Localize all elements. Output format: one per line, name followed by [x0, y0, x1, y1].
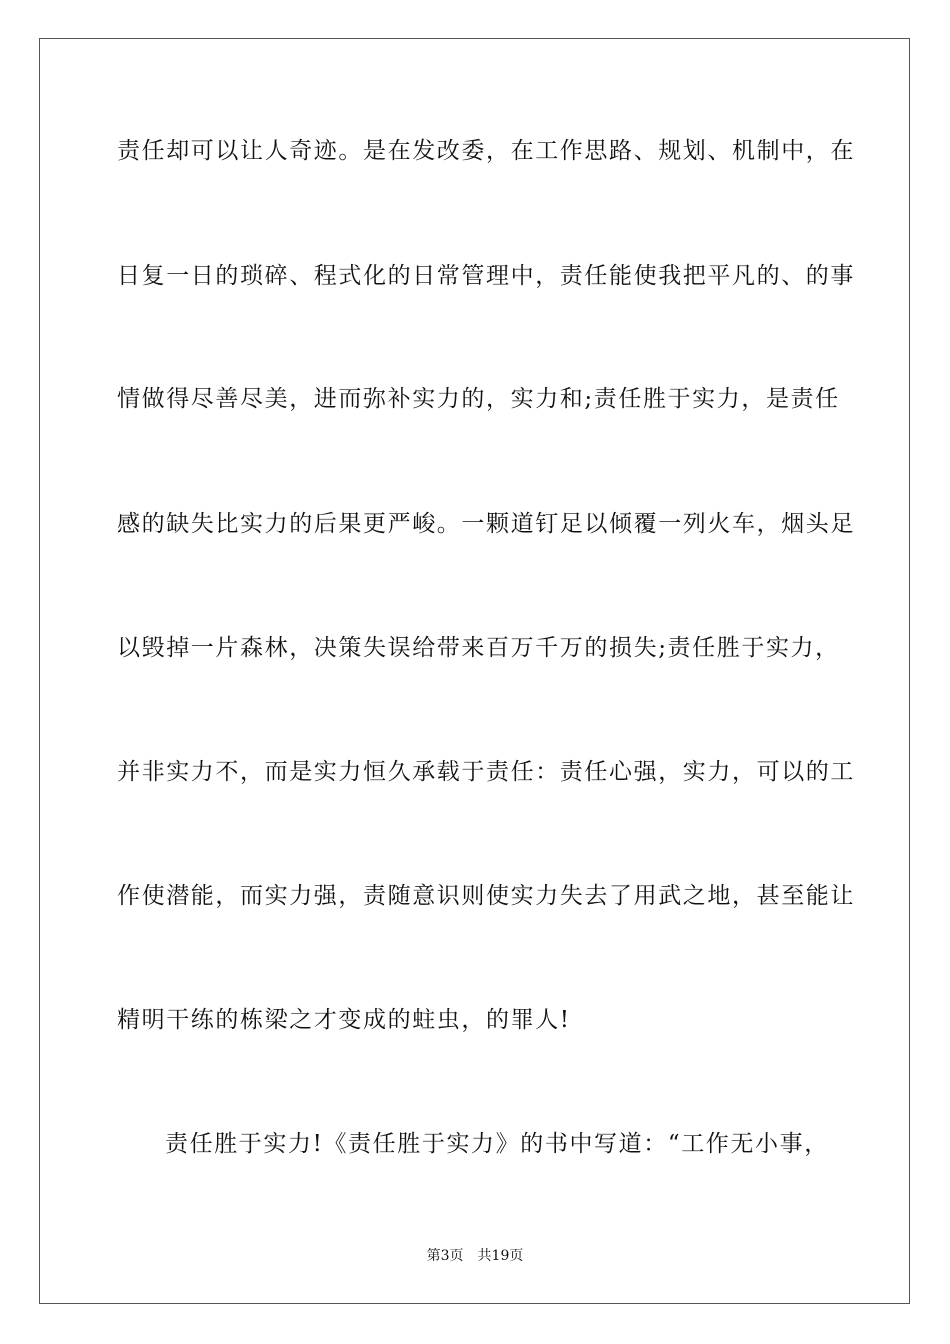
paragraph-line-9: 责任胜于实力!《责任胜于实力》的书中写道：“工作无小事， — [165, 1131, 829, 1157]
paragraph-line-6: 并非实力不，而是实力恒久承载于责任：责任心强，实力，可以的工 — [117, 759, 855, 785]
paragraph-line-7: 作使潜能，而实力强，责随意识则使实力失去了用武之地，甚至能让 — [117, 883, 855, 909]
paragraph-line-1: 责任却可以让人奇迹。是在发改委，在工作思路、规划、机制中，在 — [117, 138, 855, 164]
paragraph-line-4: 感的缺失比实力的后果更严峻。一颗道钉足以倾覆一列火车，烟头足 — [117, 511, 855, 537]
paragraph-line-8: 精明干练的栋梁之才变成的蛀虫，的罪人! — [117, 1007, 571, 1033]
paragraph-line-2: 日复一日的琐碎、程式化的日常管理中，责任能使我把平凡的、的事 — [117, 263, 855, 289]
page-total: 共19页 — [477, 1248, 524, 1264]
page-border — [39, 38, 910, 1304]
page-footer — [0, 1247, 950, 1265]
paragraph-line-5: 以毁掉一片森林，决策失误给带来百万千万的损失;责任胜于实力， — [117, 635, 840, 661]
page-number: 第3页 — [426, 1248, 464, 1264]
paragraph-line-3: 情做得尽善尽美，进而弥补实力的，实力和;责任胜于实力，是责任 — [117, 386, 840, 412]
